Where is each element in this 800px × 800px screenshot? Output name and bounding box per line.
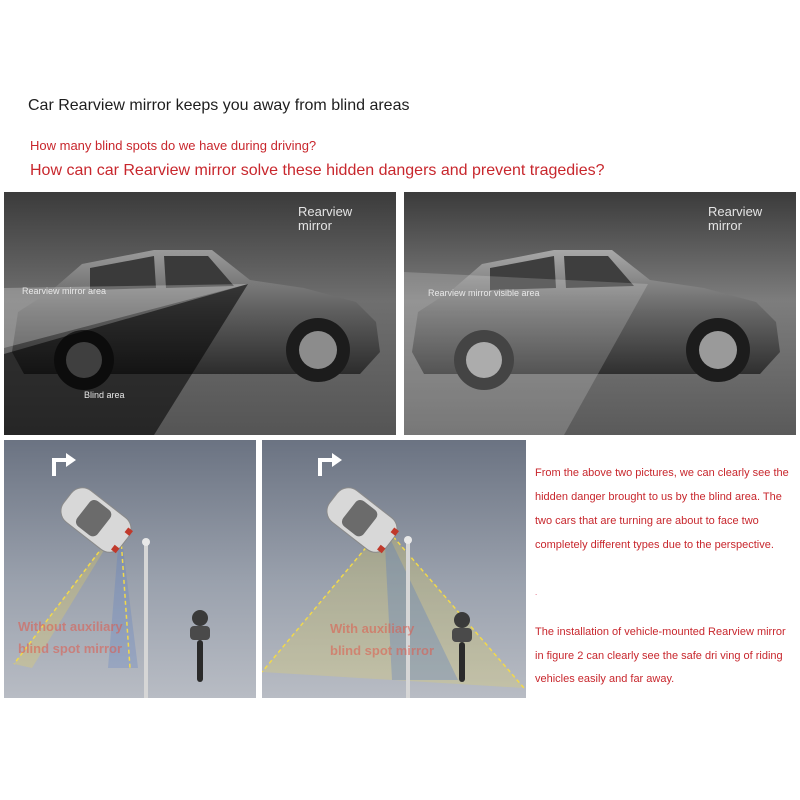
rearview-mirror-label: Rearview mirror <box>298 204 353 233</box>
description-paragraph-2: The installation of vehicle-mounted Rearview mirror in figure 2 can clearly see the safe dri ving of riding vehicles easily and far away. <box>535 626 786 685</box>
blind-area-label: Blind area <box>84 390 125 400</box>
mirror-area-label: Rearview mirror area <box>22 286 107 296</box>
without-mirror-label: Without auxiliary blind spot mirror <box>18 619 123 656</box>
panel-suv-visible-area <box>404 192 796 435</box>
subtitle-question-1: How many blind spots do we have during driving? <box>30 138 317 153</box>
description-mark: . <box>535 588 538 597</box>
turn-right-arrow-icon <box>54 453 76 476</box>
mirror-visible-area-label: Rearview mirror visible area <box>428 288 540 298</box>
turn-right-arrow-icon <box>320 453 342 476</box>
panel-suv-blind-area <box>4 192 396 435</box>
panel-with-auxiliary-mirror <box>262 440 526 698</box>
rearview-mirror-label: Rearview mirror <box>708 204 763 233</box>
motorcycle-rider-image <box>190 610 210 682</box>
subtitle-question-2: How can car Rearview mirror solve these hidden dangers and prevent tragedies? <box>30 162 605 179</box>
turning-car-image <box>55 482 136 558</box>
with-mirror-label: With auxiliary blind spot mirror <box>330 621 434 658</box>
page-title: Car Rearview mirror keeps you away from blind areas <box>28 97 410 114</box>
description-paragraph-1: From the above two pictures, we can clearly see the hidden danger brought to us by the blind area. The two cars that are turning are about to face two completely different types due to the perspective. <box>535 467 789 551</box>
street-pole <box>142 538 150 698</box>
panel-without-auxiliary-mirror <box>4 440 256 698</box>
